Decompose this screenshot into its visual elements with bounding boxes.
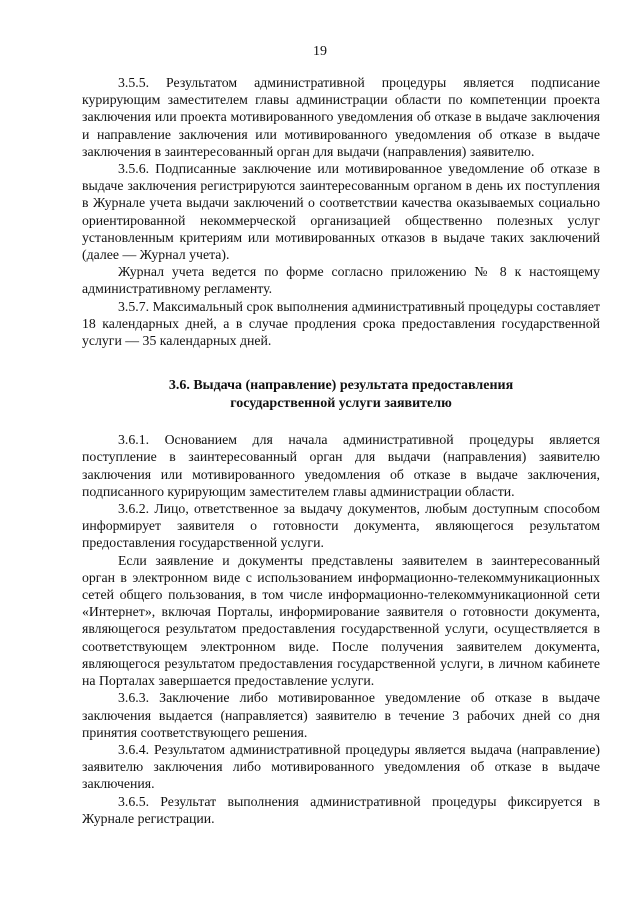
section-heading-line-1: 3.6. Выдача (направление) результата предоставления <box>168 378 514 394</box>
paragraph-journal-form: Журнал учета ведется по форме согласно приложению № 8 к настоящему административному регламенту. <box>82 264 600 297</box>
section-heading-3-6 <box>82 377 600 413</box>
paragraph-3-6-1: 3.6.1. Основанием для начала административной процедуры является поступление в заинтересованный орган для выдачи (направления) заявителю заключения или мотивированного уведомления об отказе в выдаче заключения, подписанного курирующим заместителем главы администрации области. <box>82 432 600 499</box>
page-number: 19 <box>313 44 327 59</box>
paragraph-3-5-7: 3.5.7. Максимальный срок выполнения административный процедуры составляет 18 календарных дней, а в случае продления срока предоставления государственной услуги — 35 календарных дней. <box>82 298 600 349</box>
section-heading-line-2: государственной услуги заявителю <box>230 396 452 412</box>
page-content <box>82 74 600 827</box>
paragraph-3-6-5: 3.6.5. Результат выполнения административной процедуры фиксируется в Журнале регистрации. <box>82 793 600 826</box>
paragraph-3-6-3: 3.6.3. Заключение либо мотивированное уведомление об отказе в выдаче заключения выдается (направляется) заявителю в течение 3 рабочих дней со дня принятия соответствующего решения. <box>82 690 600 740</box>
paragraph-3-6-2: 3.6.2. Лицо, ответственное за выдачу документов, любым доступным способом информирует заявителя о готовности документа, являющегося результатом предоставления государственной услуги. <box>82 501 600 551</box>
paragraph-3-5-6: 3.5.6. Подписанные заключение или мотивированное уведомление об отказе в выдаче заключения регистрируются заинтересованным органом в день их поступления в Журнале учета выдачи заключений о соответствии качества оказываемых социально ориентированной некоммерческой организацией общественно полезных услуг установленным критериям или мотивированных отказов в выдаче таких заключений (далее — Журнал учета). <box>82 161 600 263</box>
paragraph-3-5-5: 3.5.5. Результатом административной процедуры является подписание курирующим заместителем главы администрации области по компетенции проекта заключения или проекта мотивированного уведомления об отказе в выдаче заключения и направление заключения или мотивированного уведомления об отказе в выдаче заключения в заинтересованный орган для выдачи (направления) заявителю. <box>82 75 600 159</box>
paragraph-3-6-4: 3.6.4. Результатом административной процедуры является выдача (направление) заявителю заключения либо мотивированного уведомления об отказе в выдаче заключения. <box>82 741 600 792</box>
paragraph-electronic-submission: Если заявление и документы представлены заявителем в заинтересованный орган в электронном виде с использованием информационно-телекоммуникационных сетей общего пользования, в том числе информационно-телекоммуникационной сети «Интернет», включая Порталы, информирование заявителя о готовности документа, являющегося результатом предоставления государственной услуги, осуществляется в соответствующем электронном виде. После получения заявителем документа, являющегося результатом предоставления государственной услуги, в личном кабинете на Порталах завершается предоставление услуги. <box>82 552 600 689</box>
